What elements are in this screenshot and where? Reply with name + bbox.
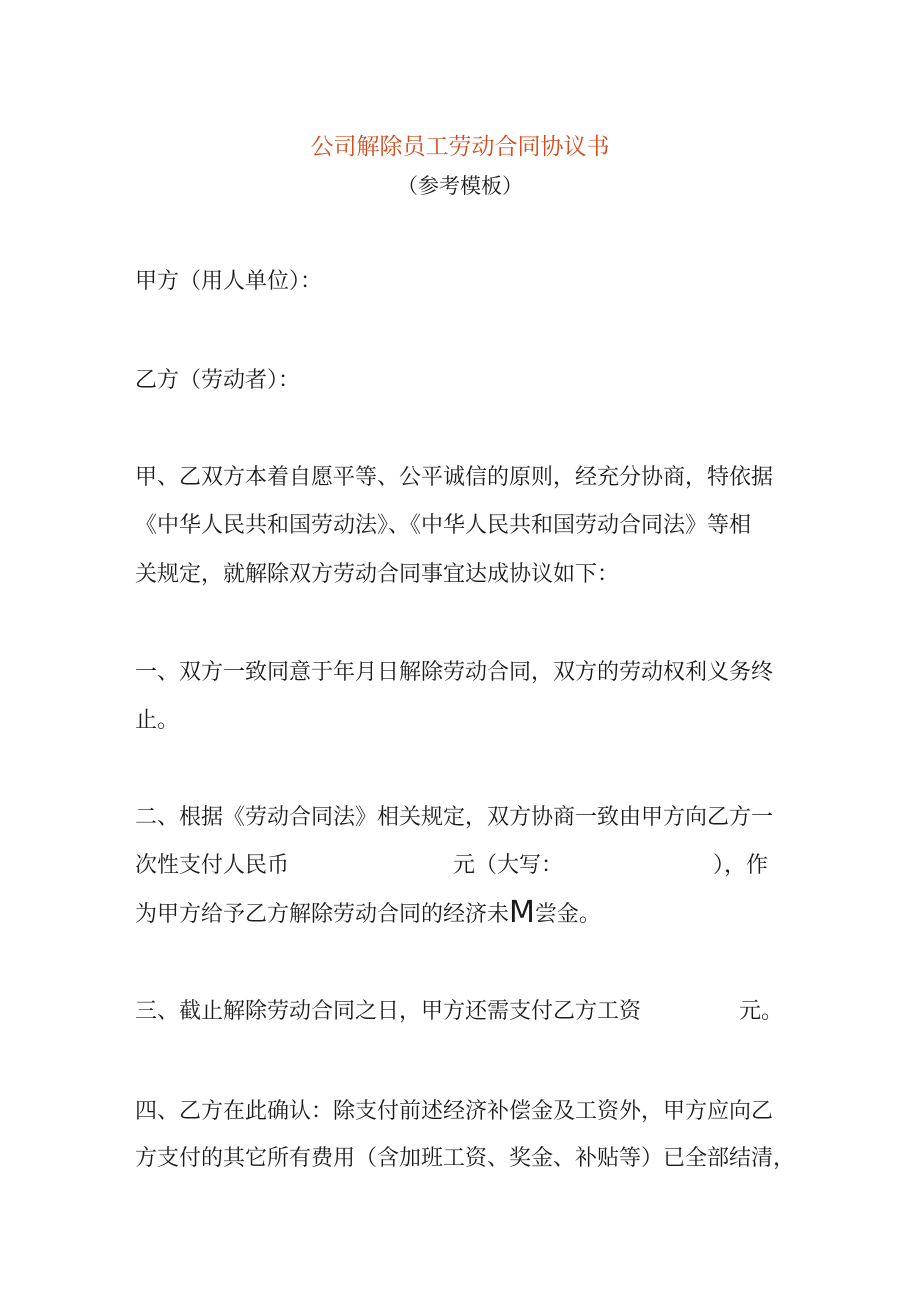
intro-line-2: 《中华人民共和国劳动法》、《中华人民共和国劳动合同法》等相 bbox=[135, 513, 752, 538]
clause-3-unit: 元。 bbox=[739, 999, 784, 1024]
clause-1-line-2: 止。 bbox=[135, 708, 180, 733]
clause-2-amount-unit: 元（大写： bbox=[453, 853, 564, 878]
clause-2-line-1: 二、根据《劳动合同法》相关规定，双方协商一致由甲方向乙方一 bbox=[135, 805, 774, 830]
clause-2-line-3-text-a: 为甲方给予乙方解除劳动合同的经济未 bbox=[135, 902, 510, 927]
clause-3-line bbox=[135, 997, 785, 1027]
intro-line-1: 甲、乙双方本着自愿平等、公平诚信的原则，经充分协商，特依据 bbox=[135, 465, 774, 490]
clause-3-text: 三、截止解除劳动合同之日，甲方还需支付乙方工资 bbox=[135, 999, 642, 1024]
clause-2-line-2 bbox=[135, 851, 785, 881]
clause-2-line-3 bbox=[135, 895, 601, 930]
clause-1-line-1: 一、双方一致同意于年月日解除劳动合同，双方的劳动权利义务终 bbox=[135, 660, 774, 685]
party-a-label: 甲方（用人单位）： bbox=[135, 269, 323, 294]
intro-line-3: 关规定，就解除双方劳动合同事宜达成协议如下： bbox=[135, 562, 620, 587]
party-b-label: 乙方（劳动者）： bbox=[135, 368, 301, 393]
clause-2-amount-label: 次性支付人民币 bbox=[135, 853, 290, 878]
clause-4-line-1: 四、乙方在此确认：除支付前述经济补偿金及工资外，甲方应向乙 bbox=[135, 1099, 774, 1124]
clause-4-line-2: 方支付的其它所有费用（含加班工资、奖金、补贴等）已全部结清， bbox=[135, 1146, 796, 1171]
clause-2-line-3-text-b: 尝金。 bbox=[534, 902, 601, 927]
document-subtitle: （参考模板） bbox=[397, 174, 523, 198]
clause-2-line-3-glyph: M bbox=[509, 895, 535, 930]
document-title: 公司解除员工劳动合同协议书 bbox=[310, 134, 610, 160]
clause-2-capital-close: ），作 bbox=[713, 853, 769, 878]
